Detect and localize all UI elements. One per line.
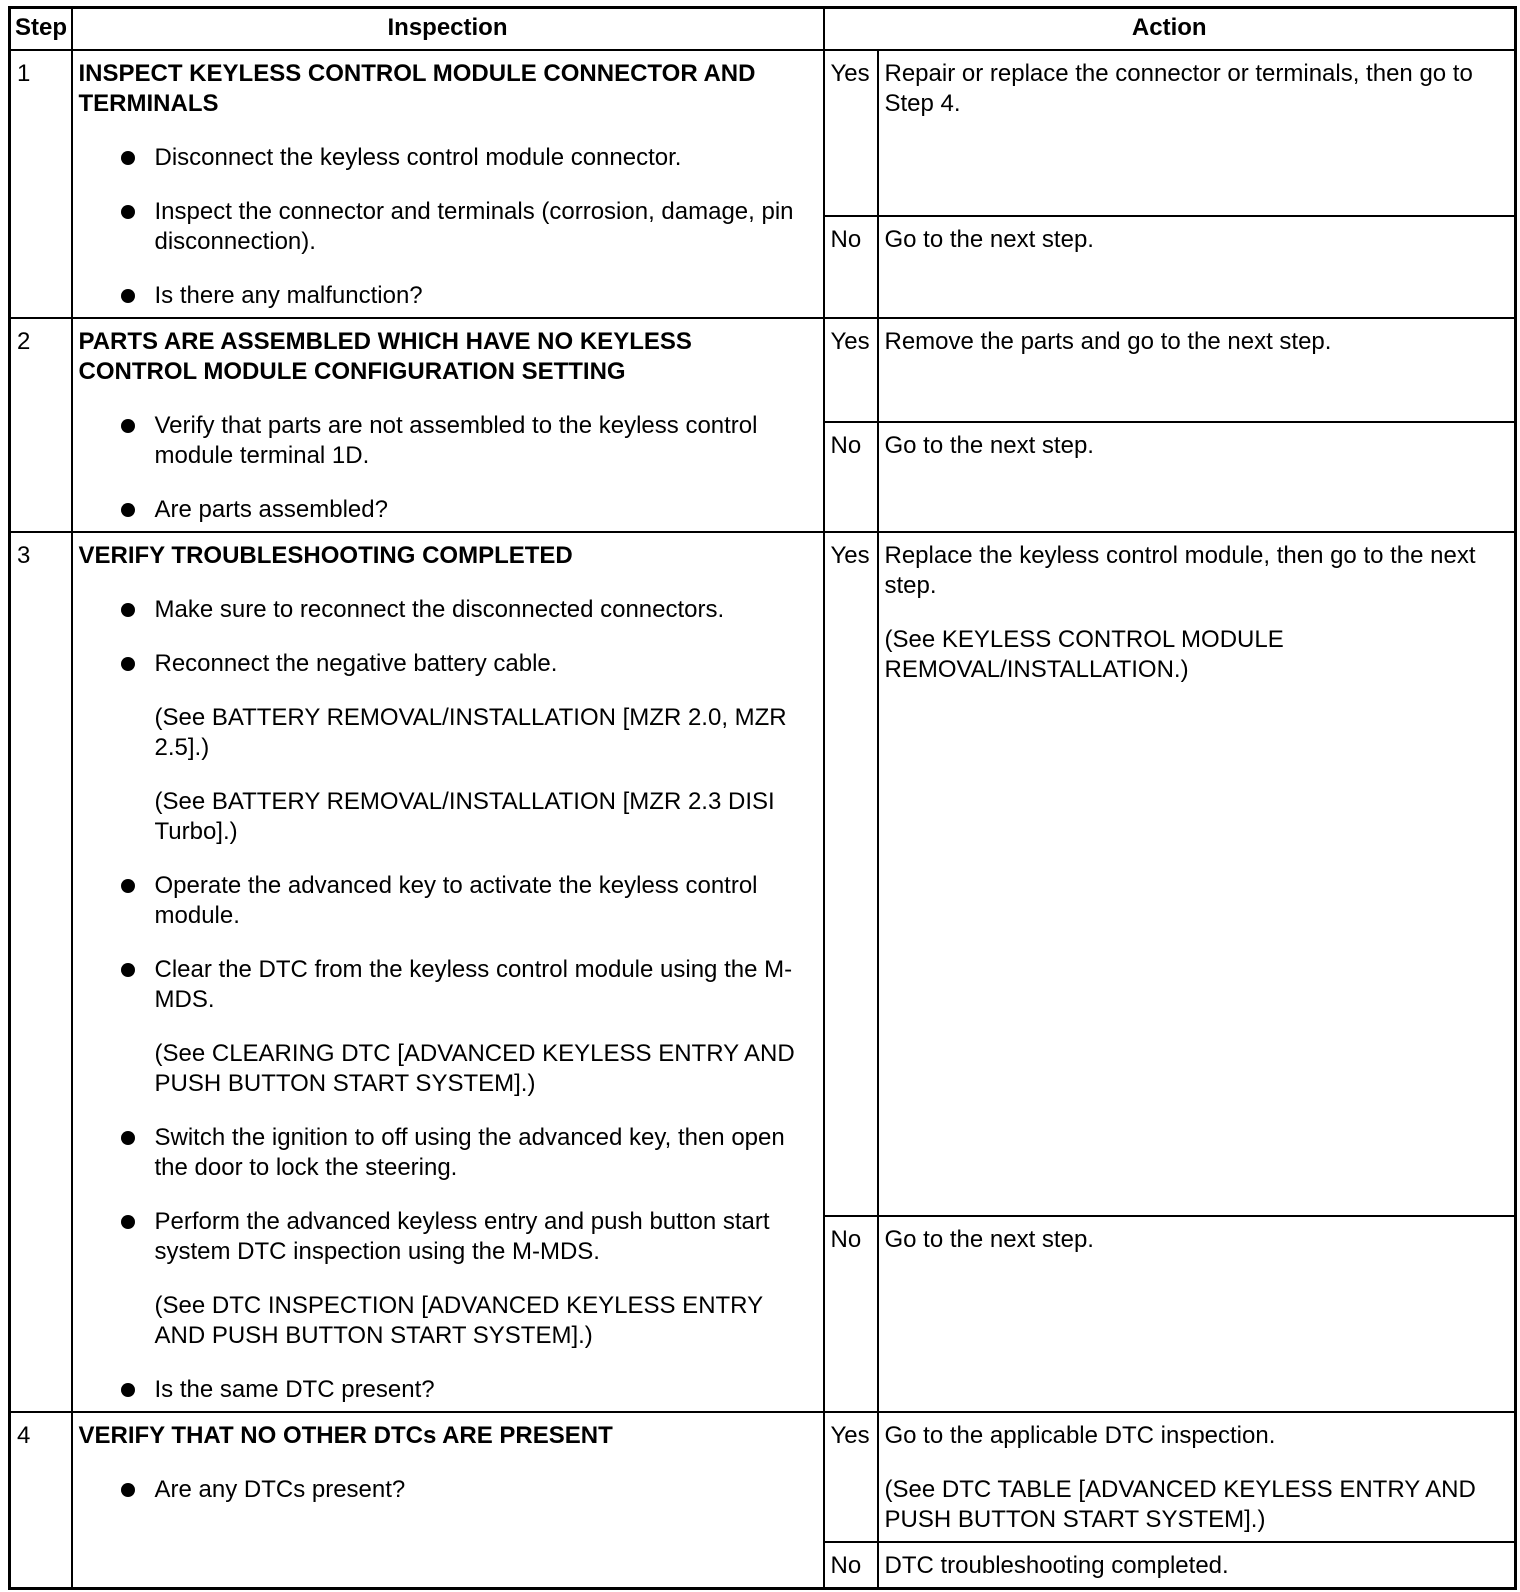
reference-text: (See DTC TABLE [ADVANCED KEYLESS ENTRY AND PUSH BUTTON START SYSTEM].)	[884, 1476, 1476, 1533]
no-label: No	[824, 216, 878, 318]
step-title: VERIFY TROUBLESHOOTING COMPLETED	[78, 542, 573, 569]
step-1-yes-row	[10, 50, 1516, 216]
no-label: No	[824, 1542, 878, 1589]
bullet-dot-icon	[121, 1215, 135, 1229]
reference-text: (See BATTERY REMOVAL/INSTALLATION [MZR 2.3 DISI Turbo].)	[154, 788, 775, 845]
bullet-dot-icon	[121, 879, 135, 893]
bullet-item: Make sure to reconnect the disconnected connectors.	[79, 595, 817, 625]
yes-label: Yes	[824, 318, 878, 422]
reference-text: (See CLEARING DTC [ADVANCED KEYLESS ENTRY AND PUSH BUTTON START SYSTEM].)	[154, 1040, 795, 1097]
yes-label: Yes	[824, 50, 878, 216]
bullet-list	[79, 595, 817, 1405]
bullet-list	[79, 1475, 817, 1505]
yes-action: Replace the keyless control module, then go to the next step. (See KEYLESS CONTROL MODULE REMOVAL/INSTALLATION.)	[878, 532, 1516, 1216]
step-4-yes-row	[10, 1412, 1516, 1542]
header-row	[10, 8, 1516, 51]
step-inspection	[72, 532, 824, 1412]
bullet-dot-icon	[121, 603, 135, 617]
no-action: Go to the next step.	[878, 1216, 1516, 1412]
bullet-item: Perform the advanced keyless entry and push button start system DTC inspection using the M-MDS. (See DTC INSPECTION [ADVANCED KEYLESS ENTRY AND PUSH BUTTON START SYSTEM].)	[79, 1207, 817, 1351]
bullet-dot-icon	[121, 289, 135, 303]
bullet-dot-icon	[121, 657, 135, 671]
bullet-item: Inspect the connector and terminals (corrosion, damage, pin disconnection).	[79, 197, 817, 257]
no-action: DTC troubleshooting completed.	[878, 1542, 1516, 1589]
bullet-dot-icon	[121, 151, 135, 165]
yes-action: Go to the applicable DTC inspection. (See DTC TABLE [ADVANCED KEYLESS ENTRY AND PUSH BUTTON START SYSTEM].)	[878, 1412, 1516, 1542]
step-3-yes-row	[10, 532, 1516, 1216]
step-number: 1	[10, 50, 72, 318]
bullet-item: Is there any malfunction?	[79, 281, 817, 311]
reference-text: (See KEYLESS CONTROL MODULE REMOVAL/INSTALLATION.)	[884, 626, 1284, 683]
bullet-item: Are any DTCs present?	[79, 1475, 817, 1505]
no-label: No	[824, 1216, 878, 1412]
troubleshooting-table	[8, 6, 1517, 1590]
bullet-dot-icon	[121, 1483, 135, 1497]
bullet-dot-icon	[121, 205, 135, 219]
bullet-list	[79, 411, 817, 525]
bullet-item: Is the same DTC present?	[79, 1375, 817, 1405]
bullet-list	[79, 143, 817, 311]
no-label: No	[824, 422, 878, 532]
bullet-dot-icon	[121, 1131, 135, 1145]
bullet-dot-icon	[121, 963, 135, 977]
bullet-item: Verify that parts are not assembled to the keyless control module terminal 1D.	[79, 411, 817, 471]
step-number: 4	[10, 1412, 72, 1589]
yes-action: Repair or replace the connector or terminals, then go to Step 4.	[878, 50, 1516, 216]
step-title: PARTS ARE ASSEMBLED WHICH HAVE NO KEYLESS CONTROL MODULE CONFIGURATION SETTING	[78, 328, 692, 385]
step-2-yes-row	[10, 318, 1516, 422]
bullet-item: Reconnect the negative battery cable. (See BATTERY REMOVAL/INSTALLATION [MZR 2.0, MZR 2.5].) (See BATTERY REMOVAL/INSTALLATION [MZR 2.3 DISI Turbo].)	[79, 649, 817, 847]
yes-label: Yes	[824, 1412, 878, 1542]
bullet-item: Are parts assembled?	[79, 495, 817, 525]
reference-text: (See BATTERY REMOVAL/INSTALLATION [MZR 2.0, MZR 2.5].)	[154, 704, 787, 761]
bullet-item: Operate the advanced key to activate the keyless control module.	[79, 871, 817, 931]
step-inspection	[72, 1412, 824, 1589]
yes-action: Remove the parts and go to the next step.	[878, 318, 1516, 422]
step-title: VERIFY THAT NO OTHER DTCs ARE PRESENT	[78, 1422, 613, 1449]
no-action: Go to the next step.	[878, 216, 1516, 318]
header-step: Step	[10, 8, 72, 51]
step-title: INSPECT KEYLESS CONTROL MODULE CONNECTOR AND TERMINALS	[78, 60, 756, 117]
bullet-dot-icon	[121, 419, 135, 433]
step-number: 2	[10, 318, 72, 532]
header-inspection: Inspection	[72, 8, 824, 51]
yes-label: Yes	[824, 532, 878, 1216]
bullet-item: Switch the ignition to off using the advanced key, then open the door to lock the steering.	[79, 1123, 817, 1183]
bullet-dot-icon	[121, 503, 135, 517]
header-action: Action	[824, 8, 1516, 51]
step-inspection	[72, 318, 824, 532]
no-action: Go to the next step.	[878, 422, 1516, 532]
bullet-item: Disconnect the keyless control module connector.	[79, 143, 817, 173]
step-number: 3	[10, 532, 72, 1412]
reference-text: (See DTC INSPECTION [ADVANCED KEYLESS ENTRY AND PUSH BUTTON START SYSTEM].)	[154, 1292, 763, 1349]
step-inspection	[72, 50, 824, 318]
bullet-item: Clear the DTC from the keyless control module using the M-MDS. (See CLEARING DTC [ADVANCED KEYLESS ENTRY AND PUSH BUTTON START SYSTEM].)	[79, 955, 817, 1099]
bullet-dot-icon	[121, 1383, 135, 1397]
